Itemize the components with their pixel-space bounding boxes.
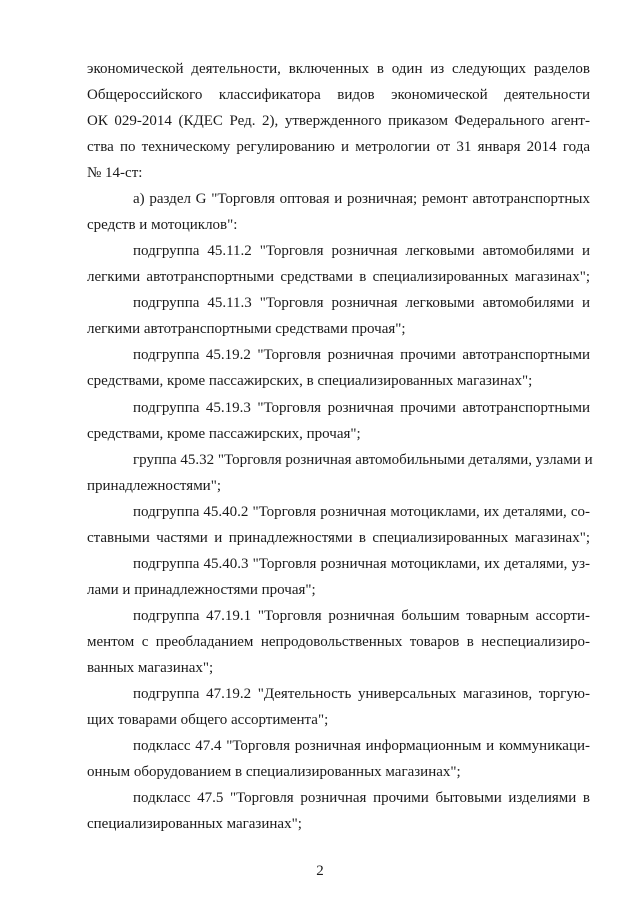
text-line: онным оборудованием в специализированных магазинах";: [87, 764, 461, 780]
text-line: ментом с преобладанием непродовольственных товаров в неспециализиро-: [87, 634, 590, 650]
text-line: подгруппа 45.19.2 "Торговля розничная прочими автотранспортными: [133, 347, 590, 363]
page-number: 2: [316, 863, 324, 879]
text-line: лами и принадлежностями прочая";: [87, 582, 316, 598]
text-line: подгруппа 45.40.3 "Торговля розничная мотоциклами, их деталями, уз-: [133, 556, 590, 572]
text-line: группа 45.32 "Торговля розничная автомобильными деталями, узлами и: [133, 452, 593, 468]
text-line: специализированных магазинах";: [87, 816, 302, 832]
text-line: подгруппа 45.19.3 "Торговля розничная прочими автотранспортными: [133, 400, 590, 416]
text-line: экономической деятельности, включенных в один из следующих разделов: [87, 61, 590, 77]
text-line: № 14-ст:: [87, 165, 143, 181]
text-line: легкими автотранспортными средствами прочая";: [87, 321, 406, 337]
text-line: ванных магазинах";: [87, 660, 214, 676]
text-line: подгруппа 47.19.1 "Торговля розничная большим товарным ассорти-: [133, 608, 590, 624]
text-line: средств и мотоциклов":: [87, 217, 238, 233]
text-line: подгруппа 45.11.3 "Торговля розничная легковыми автомобилями и: [133, 295, 590, 311]
text-line: подгруппа 45.11.2 "Торговля розничная легковыми автомобилями и: [133, 243, 590, 259]
text-line: подкласс 47.4 "Торговля розничная информационным и коммуникаци-: [133, 738, 590, 754]
text-line: а) раздел G "Торговля оптовая и розничная; ремонт автотранспортных: [133, 191, 590, 207]
text-line: ОК 029-2014 (КДЕС Ред. 2), утвержденного приказом Федерального агент-: [87, 113, 590, 129]
text-line: принадлежностями";: [87, 478, 222, 494]
text-line: средствами, кроме пассажирских, прочая";: [87, 426, 361, 442]
text-line: подгруппа 47.19.2 "Деятельность универсальных магазинов, торгую-: [133, 686, 590, 702]
text-line: легкими автотранспортными средствами в специализированных магазинах";: [87, 269, 590, 285]
text-line: средствами, кроме пассажирских, в специализированных магазинах";: [87, 373, 533, 389]
text-line: ства по техническому регулированию и метрологии от 31 января 2014 года: [87, 139, 590, 155]
text-line: ставными частями и принадлежностями в специализированных магазинах";: [87, 530, 590, 546]
text-line: щих товарами общего ассортимента";: [87, 712, 329, 728]
text-line: подкласс 47.5 "Торговля розничная прочими бытовыми изделиями в: [133, 790, 590, 806]
text-line: Общероссийского классификатора видов экономической деятельности: [87, 87, 590, 103]
text-line: подгруппа 45.40.2 "Торговля розничная мотоциклами, их деталями, со-: [133, 504, 590, 520]
